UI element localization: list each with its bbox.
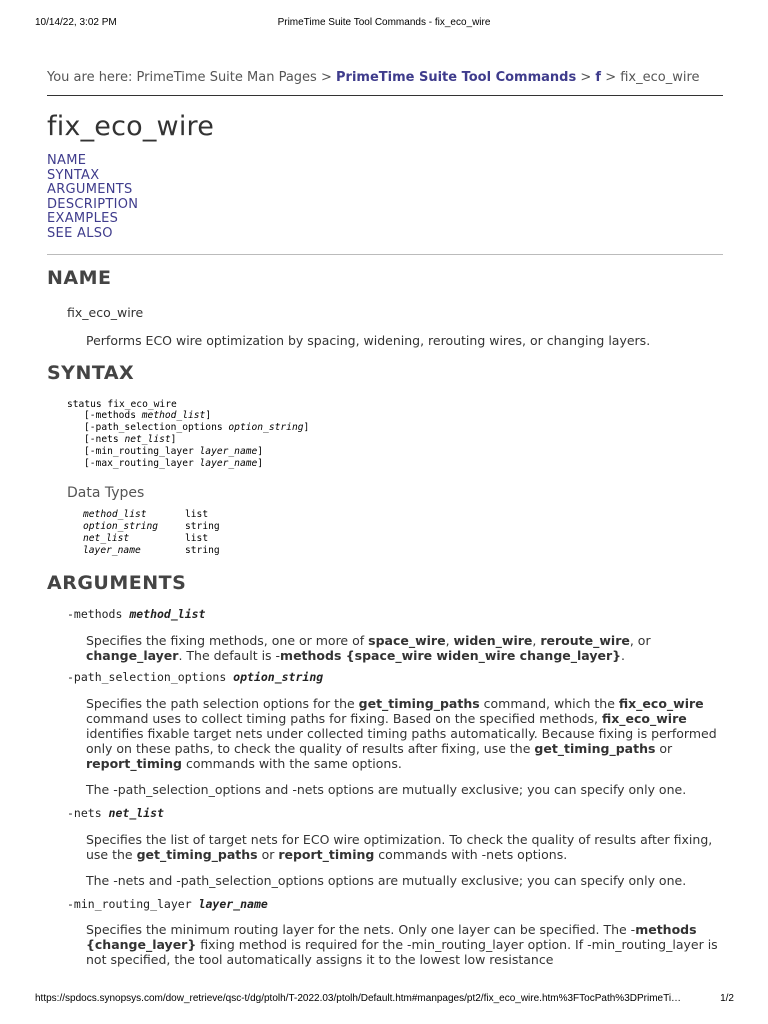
arg-nets-note: The -nets and -path_selection_options options are mutually exclusive; you can specify only one. <box>86 873 687 889</box>
print-footer <box>0 993 768 1007</box>
breadcrumb-prefix: You are here: <box>47 70 137 85</box>
arg-min-routing-layer-label: -min_routing_layer layer_name <box>67 897 268 912</box>
breadcrumb-link-man-pages[interactable]: PrimeTime Suite Man Pages <box>136 70 317 85</box>
print-url: https://spdocs.synopsys.com/dow_retrieve/qsc-t/dg/ptolh/T-2022.03/ptolh/Default.htm#manpages/pt2/fix_eco_wire.htm%3FTocPath%3DPrimeTi… <box>35 993 682 1004</box>
arg-path-selection-desc: Specifies the path selection options for the get_timing_paths command, which the fix_eco_wire command uses to collect timing paths for fixing. Based on the specified methods, fix_eco_wire identifies fixable target nets under collected timing paths automatically. Because fixing is performed only on these paths, to check the quality of results after fixing, use the get_timing_paths or report_timing commands with the same options. <box>86 696 717 772</box>
breadcrumb <box>47 68 723 96</box>
syntax-option: [-max_routing_layer layer_name] <box>84 457 264 469</box>
breadcrumb-link-f[interactable]: f <box>595 70 602 85</box>
print-page-number: 1/2 <box>720 993 734 1004</box>
syntax-line: status fix_eco_wire <box>67 398 177 410</box>
syntax-option: [-nets net_list] <box>84 433 177 445</box>
table-row: method_list list <box>83 509 209 521</box>
arg-min-routing-layer-desc: Specifies the minimum routing layer for the nets. Only one layer can be specified. The -methods {change_layer} fixing method is required for the -min_routing_layer option. If -min_routing_layer is not specified, the tool automatically assigns it to the lowest low resistance <box>86 922 718 968</box>
data-types-heading: Data Types <box>67 485 145 502</box>
main-content <box>47 68 723 967</box>
arg-path-selection-label: -path_selection_options option_string <box>67 670 324 685</box>
breadcrumb-separator: > <box>316 70 336 85</box>
name-command: fix_eco_wire <box>67 304 144 320</box>
section-heading-syntax: SYNTAX <box>47 361 135 384</box>
table-row: option_string string <box>83 521 220 533</box>
syntax-option: [-min_routing_layer layer_name] <box>84 445 264 457</box>
table-row: net_list list <box>83 533 209 545</box>
arg-nets-desc: Specifies the list of target nets for ECO wire optimization. To check the quality of results after fixing, use the get_timing_paths or report_timing commands with -nets options. <box>86 832 713 863</box>
toc-link-name[interactable]: NAME <box>47 153 87 168</box>
toc-link-see-also[interactable]: SEE ALSO <box>47 225 113 241</box>
toc-link-description[interactable]: DESCRIPTION <box>47 196 139 212</box>
arg-nets-label: -nets net_list <box>67 806 164 821</box>
section-heading-arguments: ARGUMENTS <box>47 572 187 595</box>
toc-link-arguments[interactable]: ARGUMENTS <box>47 182 133 198</box>
print-header <box>0 17 768 31</box>
name-summary: Performs ECO wire optimization by spacing, widening, rerouting wires, or changing layers. <box>86 332 651 348</box>
table-of-contents <box>47 154 723 255</box>
print-datetime: 10/14/22, 3:02 PM <box>35 17 117 28</box>
syntax-option: [-path_selection_options option_string] <box>84 422 310 434</box>
page-title: fix_eco_wire <box>47 111 215 142</box>
print-title: PrimeTime Suite Tool Commands - fix_eco_wire <box>277 17 491 28</box>
toc-link-examples[interactable]: EXAMPLES <box>47 211 119 227</box>
data-types-table <box>83 509 220 557</box>
toc-link-syntax[interactable]: SYNTAX <box>47 167 100 183</box>
syntax-option: [-methods method_list] <box>84 410 212 422</box>
arg-methods-desc: Specifies the fixing methods, one or more of space_wire, widen_wire, reroute_wire, or change_layer. The default is -methods {space_wire widen_wire change_layer}. <box>86 633 651 664</box>
breadcrumb-separator: > <box>576 70 596 85</box>
section-heading-name: NAME <box>47 266 112 289</box>
breadcrumb-link-tool-commands[interactable]: PrimeTime Suite Tool Commands <box>336 70 577 85</box>
table-row: layer_name string <box>83 545 220 557</box>
arg-methods-label: -methods method_list <box>67 607 206 622</box>
syntax-block <box>67 399 723 470</box>
arg-path-selection-note: The -path_selection_options and -nets options are mutually exclusive; you can specify only one. <box>86 782 687 798</box>
breadcrumb-current: fix_eco_wire <box>620 70 700 85</box>
breadcrumb-separator: > <box>601 70 621 85</box>
